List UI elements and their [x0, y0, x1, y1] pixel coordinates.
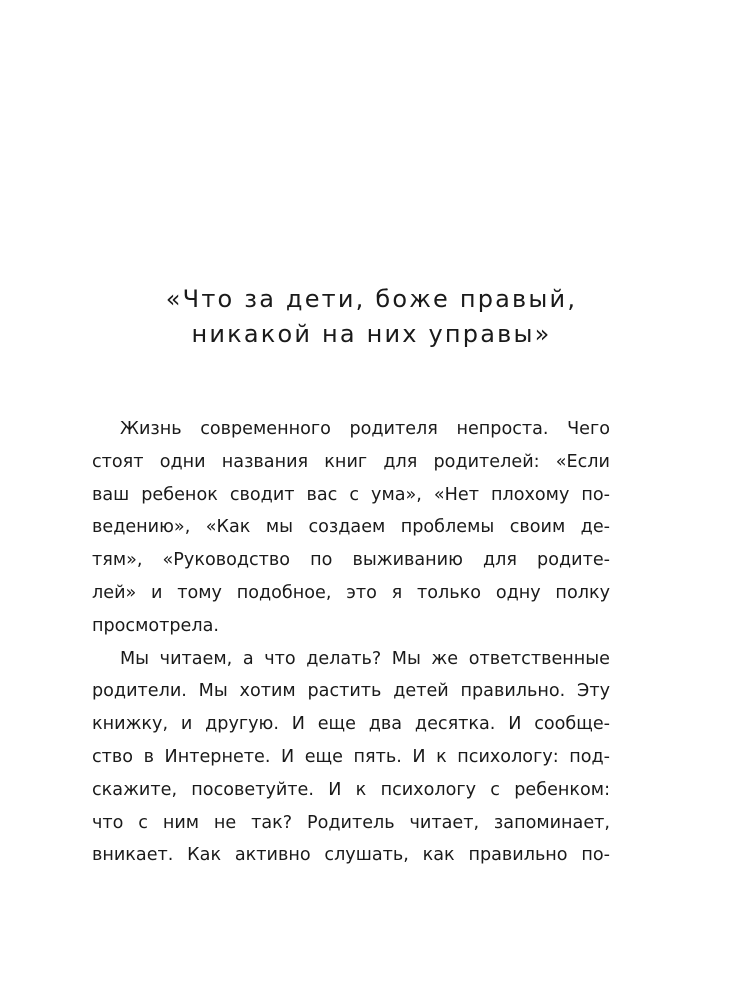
chapter-heading — [0, 282, 743, 352]
body-text — [92, 413, 610, 872]
text-line: ваш ребенок сводит вас с ума», «Нет плохому по- — [92, 484, 610, 505]
text-line: просмотрела. — [92, 615, 220, 636]
text-line: Мы читаем, а что делать? Мы же ответственные — [120, 648, 610, 669]
text-line: что с ним не так? Родитель читает, запоминает, — [92, 812, 610, 833]
heading-line: «Что за дети, боже правый, — [165, 285, 578, 313]
text-line: лей» и тому подобное, это я только одну полку — [92, 582, 610, 603]
text-line: ство в Интернете. И еще пять. И к психологу: под- — [92, 746, 610, 767]
paragraph-2 — [92, 643, 610, 873]
text-line: Жизнь современного родителя непроста. Чего — [120, 419, 610, 439]
text-line: скажите, посоветуйте. И к психологу с ребенком: — [92, 779, 610, 800]
text-line: книжку, и другую. И еще два десятка. И сообще- — [92, 714, 610, 735]
paragraph-1 — [92, 413, 610, 643]
text-line: стоят одни названия книг для родителей: «Если — [92, 451, 610, 472]
text-line: родители. Мы хотим растить детей правильно. Эту — [92, 681, 610, 702]
text-line: вникает. Как активно слушать, как правильно по- — [92, 845, 610, 866]
text-line: ведению», «Как мы создаем проблемы своим де- — [92, 517, 610, 538]
text-line: тям», «Руководство по выживанию для родите- — [92, 550, 610, 571]
heading-line: никакой на них управы» — [191, 320, 552, 348]
